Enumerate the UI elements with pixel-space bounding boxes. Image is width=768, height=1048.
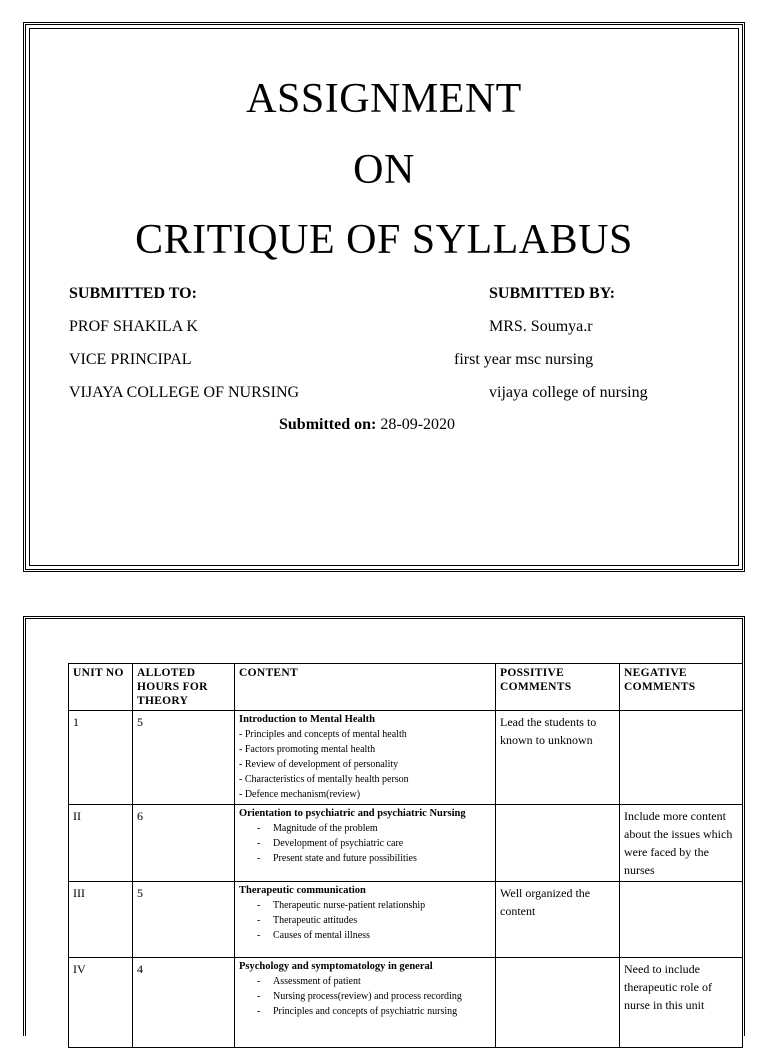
list-item: - Principles and concepts of psychiatric nursing (257, 1004, 491, 1019)
list-item: - Causes of mental illness (257, 928, 491, 943)
header-positive-comments: POSSITIVE COMMENTS (496, 664, 620, 711)
header-content: CONTENT (235, 664, 496, 711)
content-list (239, 821, 491, 866)
content-cell (235, 805, 496, 882)
list-item: - Development of psychiatric care (257, 836, 491, 851)
positive-comment-cell: Lead the students to known to unknown (496, 711, 620, 805)
hours-cell: 5 (133, 882, 235, 958)
hours-cell: 4 (133, 958, 235, 1048)
positive-comment-cell (496, 958, 620, 1048)
submitted-on-date: 28-09-2020 (380, 416, 456, 433)
submitted-to-label: SUBMITTED TO: (69, 285, 197, 302)
list-item: - Magnitude of the problem (257, 821, 491, 836)
list-item: - Nursing process(review) and process recording (257, 989, 491, 1004)
unit-cell: IV (69, 958, 133, 1048)
unit-cell: II (69, 805, 133, 882)
list-item: - Therapeutic attitudes (257, 913, 491, 928)
content-list (239, 898, 491, 943)
unit-title: Psychology and symptomatology in general (239, 961, 433, 972)
hours-cell: 6 (133, 805, 235, 882)
submitted-to-name: PROF SHAKILA K (69, 318, 198, 335)
submitted-by-name: MRS. Soumya.r (489, 318, 593, 335)
unit-title: Orientation to psychiatric and psychiatric Nursing (239, 808, 466, 819)
submitted-by-institution: vijaya college of nursing (489, 384, 648, 401)
negative-comment-cell: Include more content about the issues which were faced by the nurses (620, 805, 743, 882)
submitted-on-label: Submitted on: (279, 416, 377, 433)
header-unit-no: UNIT NO (69, 664, 133, 711)
content-line: - Principles and concepts of mental health (239, 729, 407, 740)
table-row (69, 805, 743, 882)
content-line: - Review of development of personality (239, 759, 399, 770)
negative-comment-cell: Need to include therapeutic role of nurse in this unit (620, 958, 743, 1048)
unit-cell: III (69, 882, 133, 958)
list-item: - Present state and future possibilities (257, 851, 491, 866)
cover-title-line2: ON (353, 147, 415, 193)
content-cell (235, 958, 496, 1048)
table-row (69, 711, 743, 805)
content-line: - Characteristics of mentally health person (239, 774, 409, 785)
negative-comment-cell (620, 711, 743, 805)
content-cell (235, 882, 496, 958)
unit-cell: 1 (69, 711, 133, 805)
content-line: - Factors promoting mental health (239, 744, 376, 755)
unit-title: Introduction to Mental Health (239, 714, 376, 725)
submitted-by-label: SUBMITTED BY: (489, 285, 616, 302)
cover-title-line3: CRITIQUE OF SYLLABUS (135, 217, 633, 263)
content-line: - Defence mechanism(review) (239, 789, 361, 800)
table-header-row (69, 664, 743, 711)
table-row (69, 958, 743, 1048)
positive-comment-cell (496, 805, 620, 882)
list-item: - Assessment of patient (257, 974, 491, 989)
list-item: - Therapeutic nurse-patient relationship (257, 898, 491, 913)
positive-comment-cell: Well organized the content (496, 882, 620, 958)
submitted-on (279, 416, 455, 434)
negative-comment-cell (620, 882, 743, 958)
unit-title: Therapeutic communication (239, 885, 366, 896)
submitted-to-role: VICE PRINCIPAL (69, 351, 192, 368)
hours-cell: 5 (133, 711, 235, 805)
cover-title-line1: ASSIGNMENT (246, 76, 522, 122)
header-alloted-hours: ALLOTED HOURS FOR THEORY (133, 664, 235, 711)
content-list (239, 974, 491, 1019)
submitted-to-institution: VIJAYA COLLEGE OF NURSING (69, 384, 300, 401)
syllabus-critique-table (68, 663, 743, 1048)
table-row (69, 882, 743, 958)
header-negative-comments: NEGATIVE COMMENTS (620, 664, 743, 711)
submitted-by-role: first year msc nursing (454, 351, 594, 368)
content-cell (235, 711, 496, 805)
